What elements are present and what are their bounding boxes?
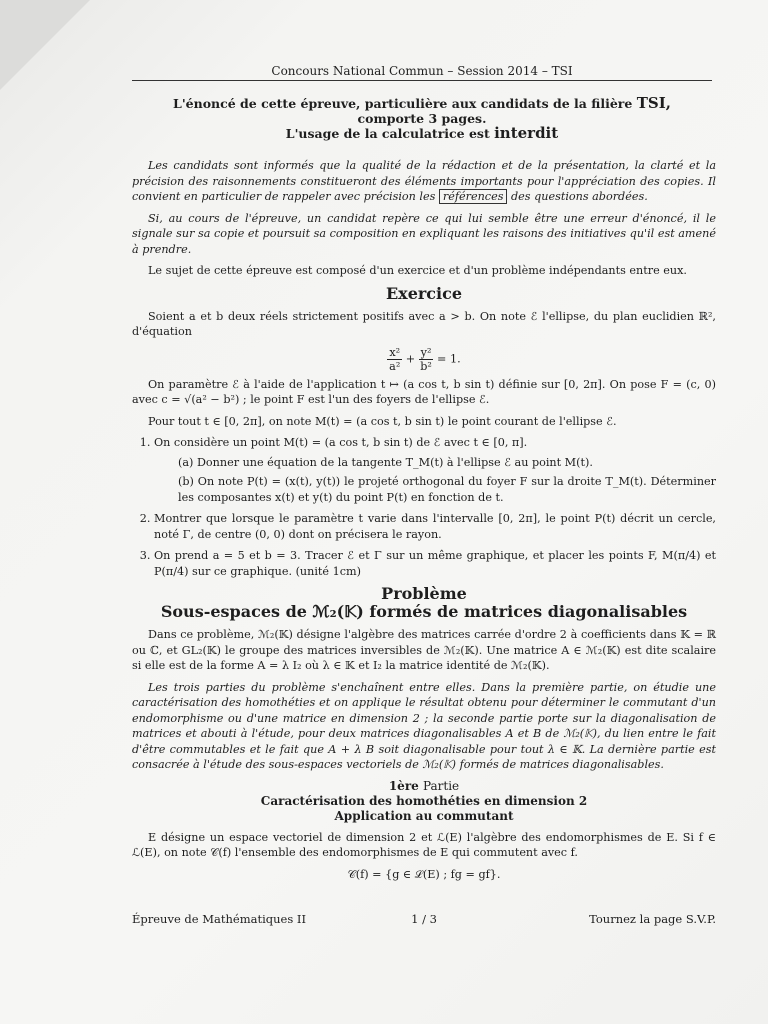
part-1-subtitle-1: Caractérisation des homothéties en dimension 2 <box>260 793 588 808</box>
equation-rest: = 1. <box>437 352 461 365</box>
question-1b: (b) On note P(t) = (x(t), y(t)) le projeté orthogonal du foyer F sur la droite T_M(t). Déterminer les composantes x(t) et y(t) du point P(t) en fonction de t. <box>178 475 716 504</box>
intro-line-3 <box>132 126 712 141</box>
fraction-y-den: b² <box>420 359 432 373</box>
fraction-x-den: a² <box>389 359 401 373</box>
probleme-title-line-1: Problème <box>381 584 467 603</box>
fraction-x <box>387 346 402 373</box>
page-header: Concours National Commun – Session 2014 – TSI <box>132 64 712 81</box>
document-body <box>132 158 716 886</box>
part-1-number: 1ère <box>388 778 419 793</box>
ellipse-equation: $\frac{\text{x²}}{\text{a²}}$ + $\frac{\text{y²}}{\text{b²}}$ = 1. <box>389 345 461 373</box>
commutant-equation: 𝒞(f) = {g ∈ ℒ(E) ; fg = gf}. <box>347 867 501 881</box>
intro-filiere: TSI, <box>636 94 671 112</box>
intro-block <box>132 96 712 141</box>
exercice-paragraph-3: Pour tout t ∈ [0, 2π], on note M(t) = (a cos t, b sin t) le point courant de l'ellipse ℰ. <box>148 414 617 428</box>
intro-line-3-text: L'usage de la calculatrice est <box>285 126 490 141</box>
notice-paragraph-2: Si, au cours de l'épreuve, un candidat repère ce qui lui semble être une erreur d'énoncé, il le signale sur sa copie et poursuit sa composition en expliquant les raisons des initiatives qu'il est amené à prendre. <box>132 211 716 256</box>
exercice-questions <box>132 435 716 579</box>
exercice-paragraph-2: On paramètre ℰ à l'aide de l'application t ↦ (a cos t, b sin t) définie sur [0, 2π]. On pose F = (c, 0) avec c = √(a² − b²) ; le point F est l'un des foyers de l'ellipse ℰ. <box>132 377 716 406</box>
notice-p1-end: des questions abordées. <box>511 190 648 203</box>
probleme-paragraph-2: Les trois parties du problème s'enchaînent entre elles. Dans la première partie, on étudie une caractérisation des homothéties et on applique le résultat obtenu pour déterminer le commutant d'un endomorphisme ou d'une matrice en dimension 2 ; la seconde partie porte sur la diagonalisation de matrices et abouti à l'étude, pour deux matrices diagonalisables A et B de ℳ₂(𝕂), du lien entre le fait d'être commutables et le fait que A + λ B soit diagonalisable pour tout λ ∈ 𝕂. La dernière partie est consacrée à l'étude des sous-espaces vectoriels de ℳ₂(𝕂) formés de matrices diagonalisables. <box>132 680 716 771</box>
part-1-word: Partie <box>422 778 460 793</box>
question-1a: (a) Donner une équation de la tangente T_M(t) à l'ellipse ℰ au point M(t). <box>178 455 593 469</box>
probleme-title-line-2: Sous-espaces de ℳ₂(𝕂) formés de matrices diagonalisables <box>160 602 688 621</box>
intro-line-1-text: L'énoncé de cette épreuve, particulière aux candidats de la filière <box>173 96 633 111</box>
part-1-subtitle-2: Application au commutant <box>334 808 514 823</box>
intro-line-2: comporte 3 pages. <box>357 111 487 126</box>
page-number: 1 / 3 <box>411 912 437 926</box>
question-1 <box>154 435 716 505</box>
part-1-paragraph-1: E désigne un espace vectoriel de dimension 2 et ℒ(E) l'algèbre des endomorphismes de E. Si f ∈ ℒ(E), on note 𝒞(f) l'ensemble des endomorphismes de E qui commutent avec f. <box>132 830 716 859</box>
fraction-y-num: y² <box>420 345 432 359</box>
intro-interdit: interdit <box>494 124 559 142</box>
part-1-heading <box>132 779 716 794</box>
part-1-title <box>132 779 716 824</box>
folded-corner <box>0 0 90 90</box>
intro-line-1 <box>132 96 712 111</box>
exercice-title: Exercice <box>385 283 463 303</box>
fraction-x-num: x² <box>389 345 401 359</box>
footer-left: Épreuve de Mathématiques II <box>132 912 306 926</box>
fraction-y <box>419 346 434 373</box>
notice-p1-text: Les candidats sont informés que la qualité de la rédaction et de la présentation, la clarté et la précision des raisonnements constitueront des éléments importants pour l'appréciation des copies. Il convient en particulier de rappeler avec précision les <box>132 159 716 203</box>
probleme-paragraph-1: Dans ce problème, ℳ₂(𝕂) désigne l'algèbre des matrices carrée d'ordre 2 à coefficients dans 𝕂 = ℝ ou ℂ, et GL₂(𝕂) le groupe des matrices inversibles de ℳ₂(𝕂). Une matrice A ∈ ℳ₂(𝕂) est dite scalaire si elle est de la forme A = λ I₂ où λ ∈ 𝕂 et I₂ la matrice identité de ℳ₂(𝕂). <box>132 628 716 672</box>
exercice-paragraph-1: Soient a et b deux réels strictement positifs avec a > b. On note ℰ l'ellipse, du plan euclidien ℝ², d'équation <box>132 309 716 338</box>
question-1-subquestions <box>154 455 716 506</box>
notice-references-box: références <box>439 189 508 204</box>
question-2: 2. Montrer que lorsque le paramètre t varie dans l'intervalle [0, 2π], le point P(t) décrit un cercle, noté Γ, de centre (0, 0) dont on précisera le rayon. <box>154 511 716 542</box>
page-footer <box>132 912 716 926</box>
notice-paragraph-3: Le sujet de cette épreuve est composé d'un exercice et d'un problème indépendants entre eux. <box>148 264 687 277</box>
probleme-title <box>132 585 716 621</box>
notice-paragraph-1 <box>132 158 716 205</box>
question-3: 3. On prend a = 5 et b = 3. Tracer ℰ et Γ sur un même graphique, et placer les points F, M(π/4) et P(π/4) sur ce graphique. (unité 1cm) <box>154 548 716 579</box>
question-1-text: On considère un point M(t) = (a cos t, b sin t) de ℰ avec t ∈ [0, π]. <box>154 436 528 449</box>
footer-right: Tournez la page S.V.P. <box>589 912 717 926</box>
